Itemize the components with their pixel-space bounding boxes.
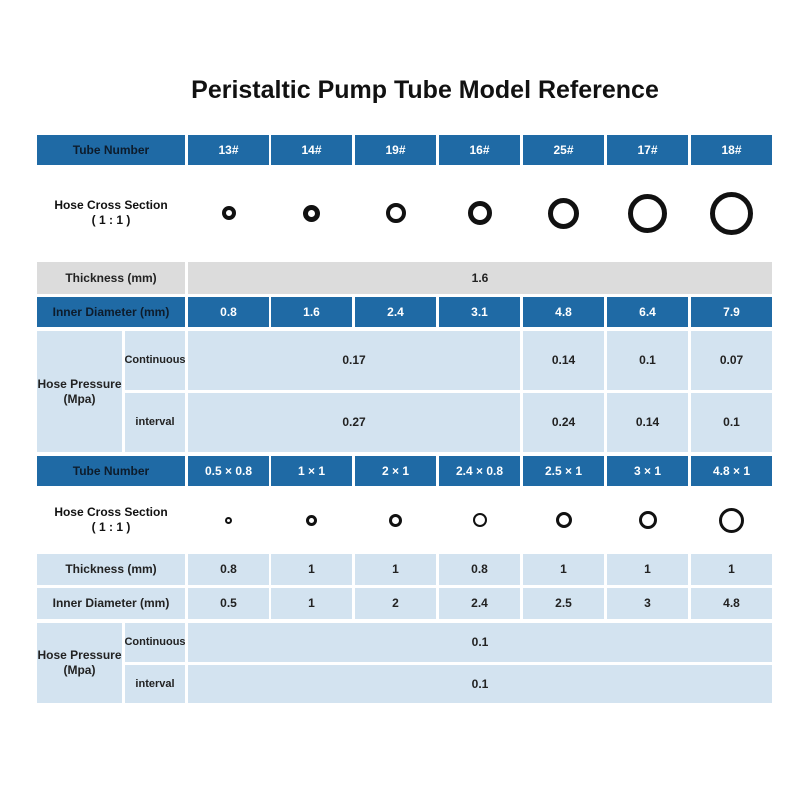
inner-diameter-cell-text: 3 [644,596,651,610]
inner-diameter-cell [188,297,269,327]
inner-diameter-cell-text: 3.1 [471,304,488,319]
inner-diameter-label [37,588,185,619]
inner-diameter-cell-text: 1.6 [303,304,320,319]
cross-section-cell [271,490,352,550]
thickness-value [188,262,772,294]
continuous-label [125,331,185,390]
thickness-label [37,262,185,294]
inner-diameter-cell-text: 0.5 [220,596,237,610]
hose-ring-icon [306,515,317,526]
hose-pressure-label [37,331,122,452]
tube-number-cell-text: 17# [637,142,658,157]
continuous-value-text: 0.07 [719,353,744,367]
tube-number-cell-text: 2.5 × 1 [544,463,583,478]
inner-diameter-cell [691,588,772,619]
interval-label-text: interval [135,416,175,428]
inner-diameter-cell-text: 0.8 [220,304,237,319]
inner-diameter-cell-text: 4.8 [723,596,740,610]
tube-number-cell-text: 0.5 × 0.8 [204,463,253,478]
tube-number-cell [523,135,604,165]
interval-value-text: 0.1 [723,415,740,429]
continuous-value [188,331,520,390]
tube-number-cell [271,135,352,165]
hose-ring-icon [719,508,744,533]
cross-section-cell [523,490,604,550]
thickness-value-text: 1.6 [471,270,489,285]
inner-diameter-cell [271,297,352,327]
cross-section-cell [523,168,604,258]
inner-diameter-cell [607,297,688,327]
page-title: Peristaltic Pump Tube Model Reference [191,76,659,104]
continuous-value [691,331,772,390]
hose-cross-section-label-line1: Hose Cross Section [54,505,168,519]
cross-section-cell [439,168,520,258]
cross-section-cell [607,168,688,258]
thickness-label-text: Thickness (mm) [65,562,157,576]
inner-diameter-cell [271,588,352,619]
tube-number-cell-text: 18# [721,142,742,157]
tube-number-cell-text: 1 × 1 [297,463,326,478]
tube-number-header-text: Tube Number [72,142,150,157]
thickness-cell [523,554,604,585]
hose-pressure-label-line2: (Mpa) [63,391,96,406]
inner-diameter-cell [355,297,436,327]
interval-value-text: 0.24 [551,415,576,429]
tube-number-cell [271,456,352,486]
inner-diameter-cell-text: 6.4 [639,304,656,319]
continuous-value [188,623,772,662]
tube-number-cell [188,456,269,486]
thickness-cell [271,554,352,585]
thickness-cell [691,554,772,585]
cross-section-cell [607,490,688,550]
hose-ring-icon [710,192,753,235]
hose-ring-icon [556,512,572,528]
hose-ring-icon [386,203,406,223]
inner-diameter-cell-text: 2.5 [555,596,572,610]
hose-cross-section-label-line1: Hose Cross Section [54,198,168,212]
tube-number-cell [188,135,269,165]
interval-value [188,665,772,703]
hose-cross-section-label-line2: ( 1 : 1 ) [91,520,131,534]
tube-number-cell-text: 14# [301,142,322,157]
inner-diameter-cell-text: 1 [308,596,315,610]
hose-ring-icon [473,513,487,527]
tube-number-cell-text: 25# [553,142,574,157]
tube-number-cell-text: 19# [385,142,406,157]
hose-cross-section-label [37,490,185,550]
interval-value [188,393,520,452]
tube-number-cell [691,135,772,165]
interval-value [523,393,604,452]
tube-number-cell [439,135,520,165]
continuous-value [607,331,688,390]
interval-value-text: 0.14 [635,415,660,429]
interval-label [125,665,185,703]
hose-pressure-label-line1: Hose Pressure [37,648,122,662]
hose-pressure-label-text [37,377,121,407]
tube-number-cell [607,135,688,165]
continuous-label-text: Continuous [124,354,186,366]
tube-number-cell-text: 2.4 × 0.8 [455,463,504,478]
tube-number-cell-text: 16# [469,142,490,157]
tube-number-cell [691,456,772,486]
hose-ring-icon [222,206,236,220]
hose-ring-icon [225,517,232,524]
inner-diameter-cell-text: 2.4 [471,596,488,610]
inner-diameter-cell [691,297,772,327]
hose-pressure-label-text [37,648,121,678]
continuous-value-text: 0.17 [342,353,366,367]
cross-section-cell [188,490,269,550]
inner-diameter-cell-text: 7.9 [723,304,740,319]
tube-number-cell [355,135,436,165]
interval-label-text: interval [135,677,175,690]
inner-diameter-cell [439,297,520,327]
thickness-label [37,554,185,585]
continuous-label [125,623,185,662]
inner-diameter-cell-text: 2.4 [387,304,404,319]
inner-diameter-label [37,297,185,327]
thickness-cell-text: 1 [644,562,651,576]
cross-section-cell [691,490,772,550]
thickness-cell-text: 0.8 [220,562,237,576]
hose-pressure-label-line2: (Mpa) [63,663,96,677]
thickness-cell [439,554,520,585]
continuous-value [523,331,604,390]
continuous-value-text: 0.14 [551,353,576,367]
hose-ring-icon [389,514,402,527]
inner-diameter-cell [523,297,604,327]
hose-cross-section-label-text [54,198,167,228]
continuous-value-text: 0.1 [639,353,656,367]
interval-value-text: 0.27 [342,415,366,429]
thickness-cell [188,554,269,585]
cross-section-cell [271,168,352,258]
thickness-label-text: Thickness (mm) [65,270,157,285]
thickness-cell-text: 1 [392,562,399,576]
inner-diameter-label-text: Inner Diameter (mm) [52,304,170,319]
tube-number-cell-text: 2 × 1 [381,463,410,478]
hose-ring-icon [639,511,657,529]
cross-section-cell [355,168,436,258]
tube-number-cell-text: 3 × 1 [633,463,662,478]
tube-number-cell [523,456,604,486]
interval-value [607,393,688,452]
continuous-label-text: Continuous [124,636,186,648]
hose-ring-icon [548,198,579,229]
tube-number-cell [439,456,520,486]
tube-number-header-text: Tube Number [72,463,150,478]
thickness-cell-text: 0.8 [471,562,488,576]
hose-ring-icon [628,194,667,233]
cross-section-cell [439,490,520,550]
tube-number-cell-text: 13# [218,142,239,157]
hose-cross-section-label-text [54,505,167,535]
thickness-cell [607,554,688,585]
interval-value [691,393,772,452]
thickness-cell-text: 1 [728,562,735,576]
hose-pressure-label-line1: Hose Pressure [37,376,122,391]
inner-diameter-cell [607,588,688,619]
hose-cross-section-label [37,168,185,258]
inner-diameter-cell [523,588,604,619]
continuous-value-text: 0.1 [471,635,489,649]
cross-section-cell [355,490,436,550]
thickness-cell-text: 1 [560,562,567,576]
hose-ring-icon [468,201,492,225]
inner-diameter-cell [188,588,269,619]
tube-number-header [37,135,185,165]
hose-pressure-label [37,623,122,703]
inner-diameter-cell [439,588,520,619]
inner-diameter-cell-text: 4.8 [555,304,572,319]
tube-number-cell-text: 4.8 × 1 [712,463,751,478]
hose-ring-icon [303,205,320,222]
inner-diameter-label-text: Inner Diameter (mm) [52,596,170,610]
cross-section-cell [188,168,269,258]
interval-value-text: 0.1 [471,676,489,691]
thickness-cell [355,554,436,585]
thickness-cell-text: 1 [308,562,315,576]
inner-diameter-cell-text: 2 [392,596,399,610]
tube-number-cell [607,456,688,486]
cross-section-cell [691,168,772,258]
inner-diameter-cell [355,588,436,619]
tube-number-cell [355,456,436,486]
interval-label [125,393,185,452]
hose-cross-section-label-line2: ( 1 : 1 ) [91,213,131,227]
tube-number-header [37,456,185,486]
